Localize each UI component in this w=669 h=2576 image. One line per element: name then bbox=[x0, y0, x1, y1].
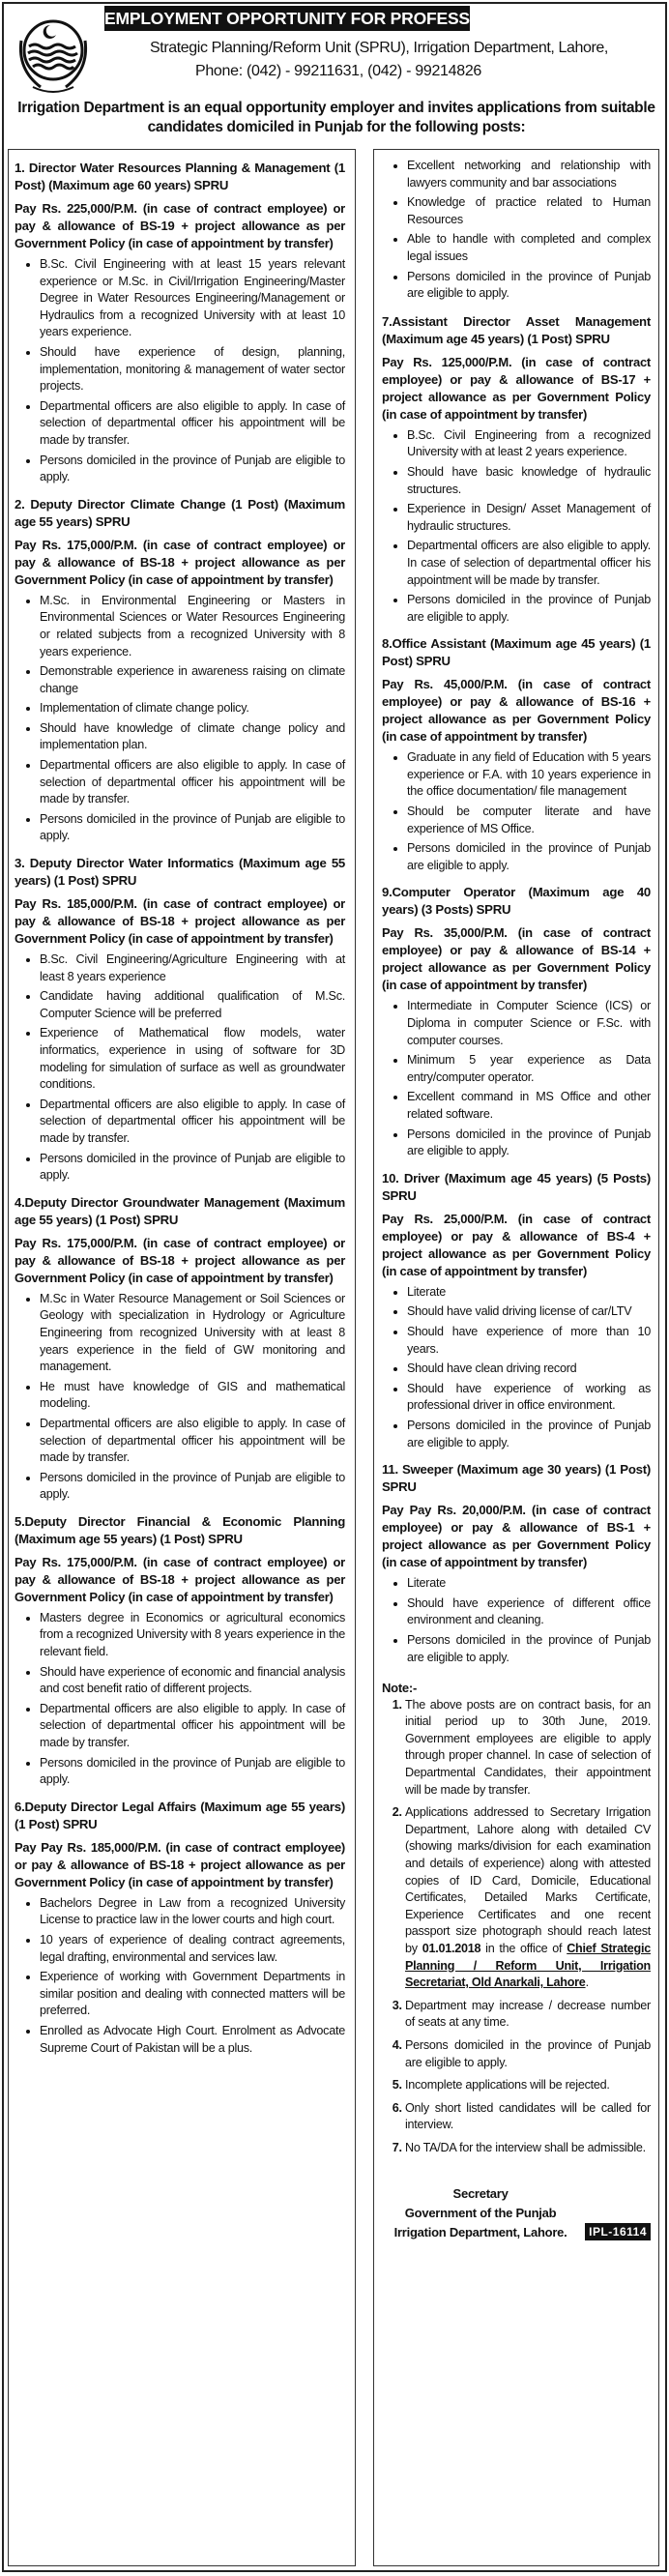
job-title: 10. Driver (Maximum age 45 years) (5 Posts) SPRU bbox=[382, 1170, 651, 1203]
job-posting bbox=[382, 1461, 651, 1666]
job-requirements bbox=[15, 1895, 345, 2057]
requirement-item: • Departmental officers are also eligible to apply. In case of selection of departmental officer his appointment will be made by transfer. bbox=[40, 757, 345, 808]
requirement-item: • Should have basic knowledge of hydraulic structures. bbox=[407, 464, 651, 498]
requirement-item: • Should have experience of economic and financial analysis and cost benefit ratio of different projects. bbox=[40, 1664, 345, 1698]
requirement-item: • Able to handle with completed and complex legal issues bbox=[407, 231, 651, 265]
job-pay: Pay Rs. 45,000/P.M. (in case of contract employee) or pay & allowance of BS-16 + project allowance as per Government Policy (in case of appointment by transfer) bbox=[382, 677, 651, 745]
requirement-item: • Should have experience of more than 10 years. bbox=[407, 1324, 651, 1358]
signatory-dept: Irrigation Department, Lahore. bbox=[393, 2224, 567, 2239]
requirement-item: • B.Sc. Civil Engineering with at least 15 years relevant experience or M.Sc. in Civil/Irrigation Engineering/Master Degree in Water Resources Engineering/Management or Hydraulics from a recognized University with at least 10 years experience. bbox=[40, 256, 345, 341]
requirement-item: • Departmental officers are also eligible to apply. In case of selection of departmental officer his appointment will be made by transfer. bbox=[40, 1097, 345, 1148]
requirement-item: • Knowledge of practice related to Human Resources bbox=[407, 194, 651, 228]
job-title: 1. Director Water Resources Planning & Management (1 Post) (Maximum age 60 years) SPRU bbox=[15, 161, 345, 192]
requirement-item: • Should have experience of working as professional driver in office environment. bbox=[407, 1381, 651, 1415]
job-requirements bbox=[15, 1291, 345, 1504]
phone-numbers: Phone: (042) - 99211631, (042) - 99214826 bbox=[194, 63, 482, 79]
job-title: 8.Office Assistant (Maximum age 45 years) (1 Post) SPRU bbox=[382, 636, 651, 669]
signatory-title: Secretary bbox=[452, 2185, 509, 2201]
job-requirements bbox=[382, 749, 651, 874]
office-name: Strategic Planning/Reform Unit (SPRU), Irrigation Department, Lahore, bbox=[150, 40, 608, 56]
requirement-item: • Excellent networking and relationship with lawyers community and bar associations bbox=[407, 158, 651, 191]
job-pay: Pay Pay Rs. 185,000/P.M. (in case of contract employee) or pay & allowance of BS-18 + project allowance as per Government Policy (in case of appointment by transfer) bbox=[15, 1839, 345, 1889]
job-posting bbox=[15, 1194, 345, 1504]
job-pay: Pay Rs. 25,000/P.M. (in case of contract employee) or pay & allowance of BS-4 + project allowance as per Government Policy (in case of appointment by transfer) bbox=[382, 1211, 651, 1278]
requirement-item: • Departmental officers are also eligible to apply. In case of selection of departmental officer his appointment will be made by transfer. bbox=[40, 1701, 345, 1752]
requirement-item: • B.Sc. Civil Engineering from a recognized University with at least 2 years experience. bbox=[407, 427, 651, 461]
note-text: . bbox=[585, 1976, 589, 1990]
requirement-item: • Graduate in any field of Education with 5 years experience or F.A. with 10 years experience in the office documentation/ file management bbox=[407, 749, 651, 801]
requirement-item: • B.Sc. Civil Engineering/Agriculture Engineering with at least 8 years experience bbox=[40, 951, 345, 985]
requirement-item: • Excellent command in MS Office and other related software. bbox=[407, 1089, 651, 1123]
requirement-item: • Should have experience of design, planning, implementation, monitoring & management of water sector projects. bbox=[40, 344, 345, 395]
requirement-item: • Persons domiciled in the province of Punjab are eligible to apply. bbox=[407, 1127, 651, 1160]
job-posting bbox=[382, 1170, 651, 1451]
requirement-item: • Persons domiciled in the province of Punjab are eligible to apply. bbox=[407, 1418, 651, 1451]
requirement-item: • He must have knowledge of GIS and mathematical modeling. bbox=[40, 1379, 345, 1413]
requirement-item: • Bachelors Degree in Law from a recognized University License to practice law in the lower courts and high court. bbox=[40, 1895, 345, 1929]
job-pay: Pay Pay Rs. 20,000/P.M. (in case of contract employee) or pay & allowance of BS-1 + project allowance as per Government Policy (in case of appointment by transfer) bbox=[382, 1503, 651, 1570]
requirement-item: • Should have knowledge of climate change policy and implementation plan. bbox=[40, 720, 345, 754]
requirement-item: • Minimum 5 year experience as Data entry/computer operator. bbox=[407, 1052, 651, 1086]
requirement-item: • Persons domiciled in the province of Punjab are eligible to apply. bbox=[407, 840, 651, 874]
advertisement bbox=[2, 2, 667, 2572]
note-item: 1. The above posts are on contract basis, for an initial period up to 30th June, 2019. Government employees are eligible to apply through proper channel. In case of selection of Departmental Candidates, their appointment will be made by transfer. bbox=[405, 1697, 651, 1800]
right-column bbox=[373, 149, 659, 2566]
requirement-item: • Persons domiciled in the province of Punjab are eligible to apply. bbox=[40, 453, 345, 486]
job-requirements bbox=[15, 1610, 345, 1789]
signature-block bbox=[382, 2184, 579, 2242]
job-title: 4.Deputy Director Groundwater Management (Maximum age 55 years) (1 Post) SPRU bbox=[15, 1194, 345, 1227]
job-requirements bbox=[15, 256, 345, 486]
requirement-item: • Persons domiciled in the province of Punjab are eligible to apply. bbox=[407, 269, 651, 303]
note-item: 5. Incomplete applications will be rejected. bbox=[405, 2077, 651, 2094]
job-requirements bbox=[382, 427, 651, 627]
requirement-item: • Persons domiciled in the province of Punjab are eligible to apply. bbox=[407, 1632, 651, 1666]
job-posting bbox=[382, 884, 651, 1159]
requirement-item: • Should have clean driving record bbox=[407, 1361, 651, 1378]
requirement-item: • Experience of Mathematical flow models, water informatics, experience in using of software for 3D modeling for simulation of surface as well as groundwater conditions. bbox=[40, 1025, 345, 1093]
job-pay: Pay Rs. 175,000/P.M. (in case of contract employee) or pay & allowance of BS-18 + project allowance as per Government Policy (in case of appointment by transfer) bbox=[15, 1554, 345, 1604]
requirement-item: • Should have valid driving license of car/LTV bbox=[407, 1303, 651, 1321]
note-text: in the office of bbox=[480, 1942, 567, 1955]
requirement-item: • Persons domiciled in the province of Punjab are eligible to apply. bbox=[407, 592, 651, 626]
job-title: 9.Computer Operator (Maximum age 40 years) (3 Posts) SPRU bbox=[382, 885, 651, 918]
job-requirements bbox=[382, 1575, 651, 1666]
job-requirements bbox=[15, 951, 345, 1185]
note-item: 7. No TA/DA for the interview shall be admissible. bbox=[405, 2140, 651, 2157]
job-posting bbox=[15, 1799, 345, 2057]
requirement-item: • Should be computer literate and have experience of MS Office. bbox=[407, 804, 651, 837]
intro-text: Irrigation Department is an equal opportunity employer and invites applications from suitable candidates domiciled in Punjab for the following posts: bbox=[17, 100, 655, 135]
job-requirements bbox=[382, 1284, 651, 1451]
footer bbox=[382, 2184, 651, 2242]
note-item: 6. Only short listed candidates will be called for interview. bbox=[405, 2100, 651, 2134]
requirement-item: • Departmental officers are also eligible to apply. In case of selection of departmental officer his appointment will be made by transfer. bbox=[40, 1416, 345, 1467]
job-title: 3. Deputy Director Water Informatics (Maximum age 55 years) (1 Post) SPRU bbox=[15, 856, 345, 889]
job-posting bbox=[15, 1513, 345, 1789]
requirement-item: • Intermediate in Computer Science (ICS) or Diploma in computer Science or F.Sc. with computer courses. bbox=[407, 998, 651, 1049]
requirement-item: • Persons domiciled in the province of Punjab are eligible to apply. bbox=[40, 1470, 345, 1504]
note-text: Applications addressed to Secretary Irrigation Department, Lahore along with detailed CV (showing marks/division for each examination and details of experience) along with attested copies of ID Card, Domicile, Educational Certificates, Detailed Marks Certificate, Experience Certificates and one recent passport size photograph should reach latest by bbox=[405, 1805, 651, 1955]
requirement-item: • Literate bbox=[407, 1284, 651, 1302]
note-item: 4. Persons domiciled in the province of Punjab are eligible to apply. bbox=[405, 2037, 651, 2071]
requirement-item: • 10 years of experience of dealing contract agreements, legal drafting, environmental and services law. bbox=[40, 1932, 345, 1966]
job-pay: Pay Rs. 175,000/P.M. (in case of contract employee) or pay & allowance of BS-18 + project allowance as per Government Policy (in case of appointment by transfer) bbox=[15, 1235, 345, 1285]
left-column bbox=[8, 149, 356, 2566]
job-pay: Pay Rs. 175,000/P.M. (in case of contract employee) or pay & allowance of BS-18 + project allowance as per Government Policy (in case of appointment by transfer) bbox=[15, 537, 345, 587]
signatory-org: Government of the Punjab bbox=[404, 2205, 557, 2220]
job-posting bbox=[15, 160, 345, 486]
requirement-item: • M.Sc in Water Resource Management or Soil Sciences or Geology with specialization in Hydrology or Agriculture Engineering from recognized University with at least 8 years experience in the field of GW monitoring and management. bbox=[40, 1291, 345, 1376]
job-posting bbox=[15, 855, 345, 1185]
job-requirements bbox=[382, 998, 651, 1159]
note-item bbox=[405, 1804, 651, 1992]
right-jobs bbox=[382, 313, 651, 1676]
requirement-item: • Persons domiciled in the province of Punjab are eligible to apply. bbox=[40, 1755, 345, 1789]
job-posting bbox=[382, 635, 651, 874]
requirement-item: • Experience in Design/ Asset Management of hydraulic structures. bbox=[407, 501, 651, 535]
requirement-item: • Persons domiciled in the province of Punjab are eligible to apply. bbox=[40, 1151, 345, 1185]
job-pay: Pay Rs. 35,000/P.M. (in case of contract employee) or pay & allowance of BS-14 + project allowance as per Government Policy (in case of appointment by transfer) bbox=[382, 925, 651, 993]
job-pay: Pay Rs. 225,000/P.M. (in case of contract employee) or pay & allowance of BS-19 + project allowance as per Government Policy (in case of appointment by transfer) bbox=[15, 201, 345, 250]
columns bbox=[4, 149, 665, 2570]
job-title: 7.Assistant Director Asset Management (Maximum age 45 years) (1 Post) SPRU bbox=[382, 313, 651, 346]
requirement-item: • Candidate having additional qualification of M.Sc. Computer Science will be preferred bbox=[40, 988, 345, 1022]
office-address: Chief Strategic Planning / Reform Unit, Irrigation Secretariat, Old Anarkali, Lahore bbox=[405, 1942, 651, 1990]
job-title: 6.Deputy Director Legal Affairs (Maximum age 55 years) (1 Post) SPRU bbox=[15, 1799, 345, 1831]
job-title: 2. Deputy Director Climate Change (1 Post) (Maximum age 55 years) SPRU bbox=[15, 496, 345, 529]
ad-code-badge: IPL-16114 bbox=[585, 2223, 651, 2240]
job-posting bbox=[382, 313, 651, 627]
requirement-item: • Experience of working with Government Departments in similar position and dealing with connected matters will be preferred. bbox=[40, 1969, 345, 2020]
government-of-punjab-logo bbox=[15, 12, 91, 95]
notes-heading: Note:- bbox=[382, 1681, 418, 1696]
deadline-date: 01.01.2018 bbox=[422, 1942, 481, 1955]
requirement-item: • Departmental officers are also eligible to apply. In case of selection of departmental officer his appointment will be made by transfer. bbox=[407, 538, 651, 589]
job-title: 11. Sweeper (Maximum age 30 years) (1 Post) SPRU bbox=[382, 1462, 651, 1495]
requirement-item: • Enrolled as Advocate High Court. Enrolment as Advocate Supreme Court of Pakistan will be a plus. bbox=[40, 2023, 345, 2057]
requirement-item: • Should have experience of different office environment and cleaning. bbox=[407, 1595, 651, 1629]
job-title: 5.Deputy Director Financial & Economic Planning (Maximum age 55 years) (1 Post) SPRU bbox=[15, 1513, 345, 1546]
requirement-item: • Departmental officers are also eligible to apply. In case of selection of departmental officer his appointment will be made by transfer. bbox=[40, 398, 345, 450]
requirement-item: • Persons domiciled in the province of Punjab are eligible to apply. bbox=[40, 811, 345, 845]
requirement-item: • Demonstrable experience in awareness raising on climate change bbox=[40, 663, 345, 697]
header bbox=[4, 4, 665, 149]
requirement-item: • M.Sc. in Environmental Engineering or Masters in Environmental Sciences or Water Resources Engineering or related subjects from a recognized University with 8 years experience. bbox=[40, 593, 345, 660]
requirement-item: • Implementation of climate change policy. bbox=[40, 700, 345, 717]
requirement-item: • Masters degree in Economics or agricultural economics from a recognized University with 8 years experience in the relevant field. bbox=[40, 1610, 345, 1661]
requirement-item: • Literate bbox=[407, 1575, 651, 1593]
notes-list bbox=[382, 1697, 651, 2163]
job-pay: Pay Rs. 125,000/P.M. (in case of contract employee) or pay & allowance of BS-17 + project allowance as per Government Policy (in case of appointment by transfer) bbox=[382, 354, 651, 422]
job-6-continued-bullets bbox=[382, 158, 651, 306]
note-item: 3. Department may increase / decrease number of seats at any time. bbox=[405, 1998, 651, 2032]
job-posting bbox=[15, 496, 345, 845]
job-pay: Pay Rs. 185,000/P.M. (in case of contract employee) or pay & allowance of BS-18 + project allowance as per Government Policy (in case of appointment by transfer) bbox=[15, 896, 345, 947]
page-title: EMPLOYMENT OPPORTUNITY FOR PROFESSIONALS bbox=[104, 6, 470, 31]
job-requirements bbox=[15, 593, 345, 845]
